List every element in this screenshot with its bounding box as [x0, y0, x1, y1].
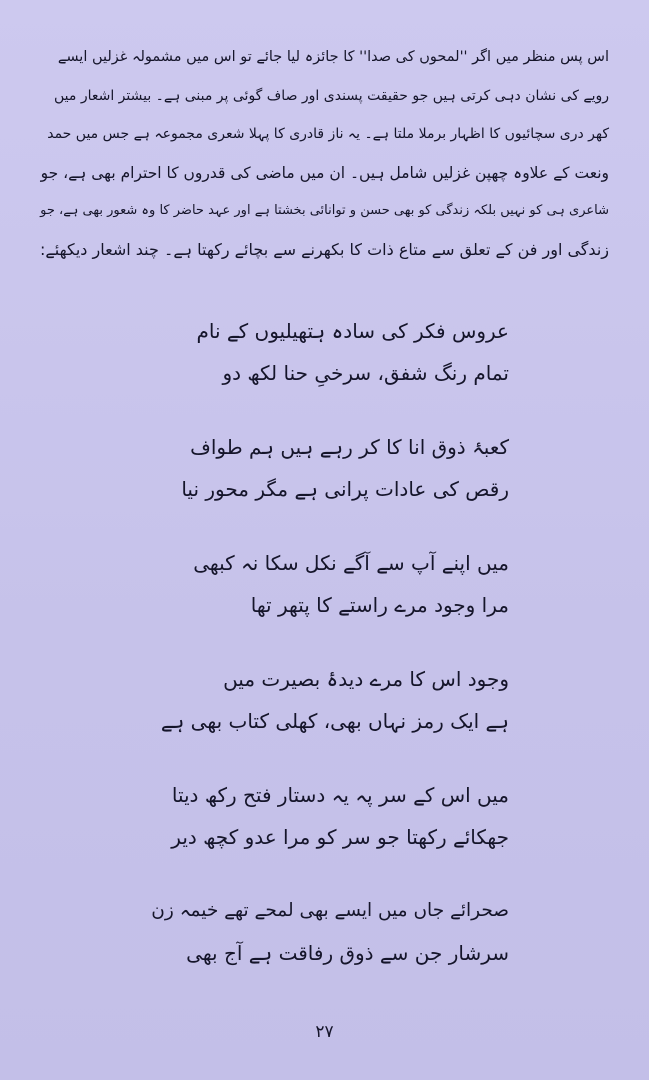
verse-line: ہے ایک رمز نہاں بھی، کھلی کتاب بھی ہے [160, 709, 509, 733]
verse-line: صحرائے جاں میں ایسے بھی لمحے تھے خیمہ زن [151, 900, 509, 921]
couplet [150, 426, 589, 510]
couplet [150, 310, 589, 394]
prose-line: شاعری ہی کو نہیں بلکہ زندگی کو بھی حسن و توانائی بخشتا ہے اور عہد حاضر کا وہ شعور بھی ہے، جو [40, 203, 609, 218]
verse-line: تمام رنگ شفق، سرخیِ حنا لکھ دو [222, 361, 509, 385]
verse-line: میں اپنے آپ سے آگے نکل سکا نہ کبھی [193, 551, 509, 575]
prose-line: کھر دری سچائیوں کا اظہار برملا ملتا ہے۔ یہ ناز قادری کا پہلا شعری مجموعہ ہے جس میں حمد [47, 126, 609, 142]
prose-line: زندگی اور فن کے تعلق سے متاع ذات کا بکھرنے سے بچائے رکھتا ہے۔ چند اشعار دیکھئے: [40, 239, 609, 259]
page-number: ۲۷ [315, 1022, 334, 1042]
verse-line: کعبۂ ذوق انا کا کر رہے ہیں ہم طواف [190, 435, 509, 459]
prose-line: ونعت کے علاوہ چھپن غزلیں شامل ہیں۔ ان میں ماضی کی قدروں کا احترام بھی ہے، جو [40, 163, 609, 182]
couplet [150, 890, 589, 974]
verse-block [150, 310, 589, 1006]
prose-paragraph [40, 38, 609, 269]
prose-line: رویے کی نشان دہی کرتی ہیں جو حقیقت پسندی اور صاف گوئی پر مبنی ہے۔ بیشتر اشعار میں [53, 87, 609, 104]
prose-line: اس پس منظر میں اگر ''لمحوں کی صدا'' کا جائزہ لیا جائے تو اس میں مشمولہ غزلیں ایسے [57, 49, 609, 65]
couplet [150, 774, 589, 858]
couplet [150, 658, 589, 742]
verse-line: مرا وجود مرے راستے کا پتھر تھا [250, 593, 509, 617]
verse-line: عروس فکر کی سادہ ہتھیلیوں کے نام [196, 319, 509, 343]
verse-line: وجود اس کا مرے دیدۂ بصیرت میں [223, 667, 509, 691]
verse-line: رقص کی عادات پرانی ہے مگر محور نیا [181, 477, 509, 501]
verse-line: سرشار جن سے ذوق رفاقت ہے آج بھی [186, 941, 509, 965]
verse-line: جھکائے رکھتا جو سر کو مرا عدو کچھ دیر [171, 825, 509, 849]
verse-line: میں اس کے سر پہ یہ دستار فتح رکھ دیتا [171, 783, 509, 807]
couplet [150, 542, 589, 626]
